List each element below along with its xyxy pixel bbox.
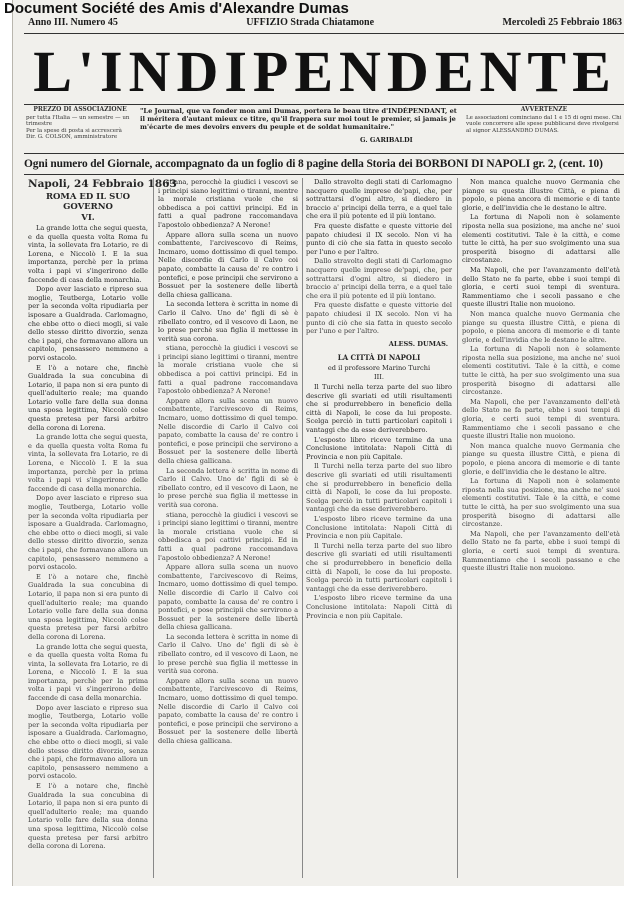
paragraph: Dopo aver lasciato e ripreso sua moglie, Teutberga, Lotario volle per la seconda volta ripudiarla per isposare a Gualdrada. Carlomagno, che ebbe otto o dieci mogli, si vale dello stesso diritto divorzio, senza che i papi, che formavano allora un capitolo, pensassero nemmeno a porvi ostacolo. (28, 494, 148, 572)
office-address: UFFIZIO Strada Chiatamone (246, 17, 375, 28)
paragraph: E l'ò a notare che, finchè Gualdrada la sua concubina di Lotario, il papa non si era punto di quell'adulterio reale; ma quando Lotario volle fare della sua donna una sposa legittima, Niccolò colse questa pretesa per farsi arbitro della corona di Lorena. (28, 572, 148, 641)
paragraph: La seconda lettera è scritta in nome di Carlo il Calvo. Uno de' figli di sè è ribellato contro, ed il vescovo di Laon, ne lo prese perchè sua figlia il mettesse in verità sua corona. (158, 632, 298, 676)
paragraph: Ma Napoli, che per l'avanzamento dell'età dello Stato ne fa parte, ebbe i suoi tempi di gloria, e certi suoi tempi di sventura. Rammentiamo che i secoli passano e che queste illustri Italie non muoiono. (462, 265, 620, 309)
subscription-box (26, 107, 134, 149)
motto-signature: G. GARIBALDI (360, 136, 413, 144)
column-1 (28, 178, 177, 878)
banner-top-rule (24, 153, 624, 154)
paragraph: La fortuna di Napoli non è solamente riposta nella sua posizione, ma anche ne' suoi elementi costitutivi. Tale è la città, e come tutte le città, ha per suo svolgimento una sua prosperità bisogno di adattarsi alle circostanze. (462, 213, 620, 265)
column-separator (302, 178, 303, 878)
paragraph: Il Turchi nella terza parte del suo libro descrive gli svariati ed utili risultamenti che si produrrebbero in beneficio della città di Napoli, le cose da lui proposte. Scelga perciò in tutti particolari capitoli i vantaggi che da esse deriverebbero. (306, 541, 452, 593)
paragraph: Appare allora sulla scena un nuovo combattente, l'arcivescovo di Reims, Incmaro, uomo dottissimo di quel tempo. Nelle discordie di Carlo il Calvo coi papato, combatte la causa de' re contro i pontefici, e pose principii che servirono a Bossuet per la sostenere delle libertà della chiesa gallicana. (158, 396, 298, 465)
paragraph: Il Turchi nella terza parte del suo libro descrive gli svariati ed utili risultamenti che si produrrebbero in beneficio della città di Napoli, le cose da lui proposte. Scelga perciò in tutti particolari capitoli i vantaggi che da esse deriverebbero. (306, 462, 452, 514)
notice-heading: AVVERTENZE (520, 106, 568, 113)
paragraph: La grande lotta che segui questa, e da quella questa volta Roma fu vinta, la sollevata fra Lotario, re di Lorena, e Niccolò I. E la sua importanza, perchè per la prima volta i papi vi s'ingerirono delle faccende di casa della monarchia. (28, 224, 148, 284)
column-separator (153, 178, 154, 878)
paragraph: La seconda lettera è scritta in nome di Carlo il Calvo. Uno de' figli di sè è ribellato contro, ed il vescovo di Laon, ne lo prese perchè sua figlia il mettesse in verità sua corona. (158, 466, 298, 509)
issue-number: Anno III. Numero 45 (28, 17, 118, 28)
article-title: ROMA ED IL SUO GOVERNO (45, 192, 131, 212)
paragraph: Non manca qualche nuovo Germania che piange su questa illustre Città, e piena di popolo, e piena ancora di memorie e di tante glorie, e dell'invidia che le destano le altre. (462, 441, 620, 476)
dateline: Napoli, 24 Febbraio 1863 (28, 178, 177, 190)
paragraph: Appare allora sulla scena un nuovo combattente, l'arcivescovo di Reims, Incmaro, uomo dottissimo di quel tempo. Nelle discordie di Carlo il Calvo coi papato, combatte la causa de' re contro i pontefici, e pose principii che servirono a Bossuet per la sostenere delle libertà della chiesa gallicana. (158, 563, 298, 632)
paragraph: Non manca qualche nuovo Germania che piange su questa illustre Città, e piena di popolo, e piena ancora di memorie e di tante glorie, e dell'invidia che le destano le altre. (462, 309, 620, 344)
subscription-line: per tutta l'Italia — un semestre — un trimestre (26, 114, 130, 128)
paragraph: Il Turchi nella terza parte del suo libro descrive gli svariati ed utili risultamenti che si produrrebbero in beneficio della città di Napoli, le cose da lui proposte. Scelga perciò in tutti particolari capitoli i vantaggi che da esse deriverebbero. (306, 383, 452, 435)
paragraph: La grande lotta che segui questa, e da quella questa volta Roma fu vinta, la sollevata fra Lotario, re di Lorena, e Niccolò I. E la sua importanza, perchè per la prima volta i papi vi s'ingerirono delle faccende di casa della monarchia. (28, 642, 148, 703)
article-signature: ALESS. DUMAS. (388, 339, 448, 348)
paragraph: L'esposto libro riceve termine da una Conclusione intitolata: Napoli Città di Provincia e non più Capitale. (306, 435, 452, 461)
paragraph: Fra queste disfatte e queste vittorie del papato chiudesi il IX secolo. Non vi ha punto di ciò che sia fatta in questo secolo per l'uno e per l'altro. (306, 301, 452, 336)
paragraph: Dopo aver lasciato e ripreso sua moglie, Teutberga, Lotario volle per la seconda volta ripudiarla per isposare a Gualdrada. Carlomagno, che ebbe otto o dieci mogli, si vale dello stesso diritto divorzio, senza che i papi, che formavano allora un capitolo, pensassero nemmeno a porvi ostacolo. (28, 285, 148, 362)
section-subtitle: ed il professore Marino Turchi (327, 363, 431, 372)
paragraph: L'esposto libro riceve termine da una Conclusione intitolata: Napoli Città di Provincia e non più Capitale. (306, 514, 452, 541)
supplement-banner: Ogni numero del Giornale, accompagnato da un foglio di 8 pagine della Storia dei BORBONI DI NAPOLI gr. 2, (cent. 10) (24, 158, 603, 170)
garibaldi-motto: "Le Journal, que va fonder mon ami Dumas, portera le beau titre d'INDÉPENDANT, et il méritera d'autant mieux ce titre, qu'il frappera sur moi tout le premier, si jamais je m'écarte de mes devoirs envers du peuple et de soldat humanitaire." (140, 107, 457, 131)
top-rule (24, 33, 624, 34)
notice-text: Le associazioni cominciano dal 1 e 15 di ogni mese. Chi vuole concorrere alle spese pubblicarsi deve rivolgersi al signor ALESSANDRO DUMAS. (466, 114, 622, 134)
paragraph: Dallo stravolto degli stati di Carlomagno nacquero quelle imprese de'papi, che, per sottrattarsi d'ogni altro, si diedero in braccio a' principi della terra, e a quel tale che era il più potente ed il più lontano. (306, 257, 452, 300)
paragraph: stiana, perocchè la giudici i vescovi se i principi siano legittimi o tiranni, mentre la morale cristiana vuole che si obbedisca a poi cattivi principi. Ed in fatti a qual padrone raccomandava l'apostolo obbedienza? A Nerone! (158, 510, 298, 562)
subscription-line: Per la spese di posta si accrescerà (26, 127, 122, 134)
paragraph: E l'ò a notare che, finchè Gualdrada la sua concubina di Lotario, il papa non si era punto di quell'adulterio reale; ma quando Lotario volle fare della sua donna una sposa legittima, Niccolò colse questa pretesa per farsi arbitro della corona di Lorena. (28, 363, 148, 432)
subscription-line: Dir. G. COLSON, amministratore (26, 134, 118, 141)
column-2 (158, 178, 298, 878)
paragraph: La seconda lettera è scritta in nome di Carlo il Calvo. Uno de' figli di sè è ribellato contro, ed il vescovo di Laon, ne lo prese perchè sua figlia il mettesse in verità sua corona. (158, 300, 298, 343)
paragraph: Non manca qualche nuovo Germania che piange su questa illustre Città, e piena di popolo, e piena ancora di memorie e di tante glorie, e dell'invidia che le destano le altre. (462, 178, 620, 212)
paragraph: La grande lotta che segui questa, e da quella questa volta Roma fu vinta, la sollevata fra Lotario, re di Lorena, e Niccolò I. E la sua importanza, perchè per la prima volta i papi vi s'ingerirono delle faccende di casa della monarchia. (28, 433, 148, 493)
paragraph: Ma Napoli, che per l'avanzamento dell'età dello Stato ne fa parte, ebbe i suoi tempi di gloria, e certi suoi tempi di sventura. Rammentiamo che i secoli passano e che queste illustri Italie non muoiono. (462, 529, 620, 573)
section-number: III. (374, 373, 384, 382)
paragraph: Fra queste disfatte e queste vittorie del papato chiudesi il IX secolo. Non vi ha punto di ciò che sia fatta in questo secolo per l'uno e per l'altro. (306, 221, 452, 256)
paragraph: La fortuna di Napoli non è solamente riposta nella sua posizione, ma anche ne' suoi elementi costitutivi. Tale è la città, e come tutte le città, ha per suo svolgimento una sua prosperità bisogno di adattarsi alle circostanze. (462, 345, 620, 397)
masthead-title: L'INDIPENDENTE (33, 39, 617, 104)
paragraph: Appare allora sulla scena un nuovo combattente, l'arcivescovo di Reims, Incmaro, uomo dottissimo di quel tempo. Nelle discordie di Carlo il Calvo coi papato, combatte la causa de' re contro i pontefici, e pose principii che servirono a Bossuet per la sostenere delle libertà della chiesa gallicana. (158, 230, 298, 299)
column-4 (462, 178, 620, 878)
article-number: VI. (81, 213, 95, 223)
column-3 (306, 178, 452, 878)
issue-date: Mercoledì 25 Febbraio 1863 (502, 17, 622, 28)
issue-line (28, 17, 622, 28)
paragraph: stiana, perocchè la giudici i vescovi se i principi siano legittimi o tiranni, mentre la morale cristiana vuole che si obbedisca a poi cattivi principi. Ed in fatti a qual padrone raccomandava l'apostolo obbedienza? A Nerone! (158, 178, 298, 229)
banner-bottom-rule (24, 174, 624, 175)
paragraph: Dallo stravolto degli stati di Carlomagno nacquero quelle imprese de'papi, che, per sottrattarsi d'ogni altro, si diedero in braccio a' principi della terra, e a quel tale che era il più potente ed il più lontano. (306, 178, 452, 221)
paragraph: stiana, perocchè la giudici i vescovi se i principi siano legittimi o tiranni, mentre la morale cristiana vuole che si obbedisca a poi cattivi principi. Ed in fatti a qual padrone raccomandava l'apostolo obbedienza? A Nerone! (158, 344, 298, 396)
paragraph: L'esposto libro riceve termine da una Conclusione intitolata: Napoli Città di Provincia e non più Capitale. (306, 594, 452, 620)
paragraph: E l'ò a notare che, finchè Gualdrada la sua concubina di Lotario, il papa non si era punto di quell'adulterio reale; ma quando Lotario volle fare della sua donna una sposa legittima, Niccolò colse questa pretesa per farsi arbitro della corona di Lorena. (28, 782, 148, 851)
document-label: Document Société des Amis d'Alexandre Dumas (4, 0, 349, 17)
section-title: LA CITTÀ DI NAPOLI (337, 353, 421, 363)
paragraph: Appare allora sulla scena un nuovo combattente, l'arcivescovo di Reims, Incmaro, uomo dottissimo di quel tempo. Nelle discordie di Carlo il Calvo coi papato, combatte la causa de' re contro i pontefici, e pose principii che servirono a Bossuet per la sostenere delle libertà della chiesa gallicana. (158, 676, 298, 745)
masthead-rule (24, 104, 624, 105)
column-separator (457, 178, 458, 878)
subscription-heading: PREZZO DI ASSOCIAZIONE (33, 106, 127, 113)
notice-box (466, 107, 622, 149)
paragraph: La fortuna di Napoli non è solamente riposta nella sua posizione, ma anche ne' suoi elementi costitutivi. Tale è la città, e come tutte le città, ha per suo svolgimento una sua prosperità bisogno di adattarsi alle circostanze. (462, 477, 620, 529)
paragraph: Dopo aver lasciato e ripreso sua moglie, Teutberga, Lotario volle per la seconda volta ripudiarla per isposare a Gualdrada. Carlomagno, che ebbe otto o dieci mogli, si vale dello stesso diritto divorzio, senza che i papi, che formavano allora un capitolo, pensassero nemmeno a porvi ostacolo. (28, 703, 148, 781)
paragraph: Ma Napoli, che per l'avanzamento dell'età dello Stato ne fa parte, ebbe i suoi tempi di gloria, e certi suoi tempi di sventura. Rammentiamo che i secoli passano e che queste illustri Italie non muoiono. (462, 397, 620, 441)
